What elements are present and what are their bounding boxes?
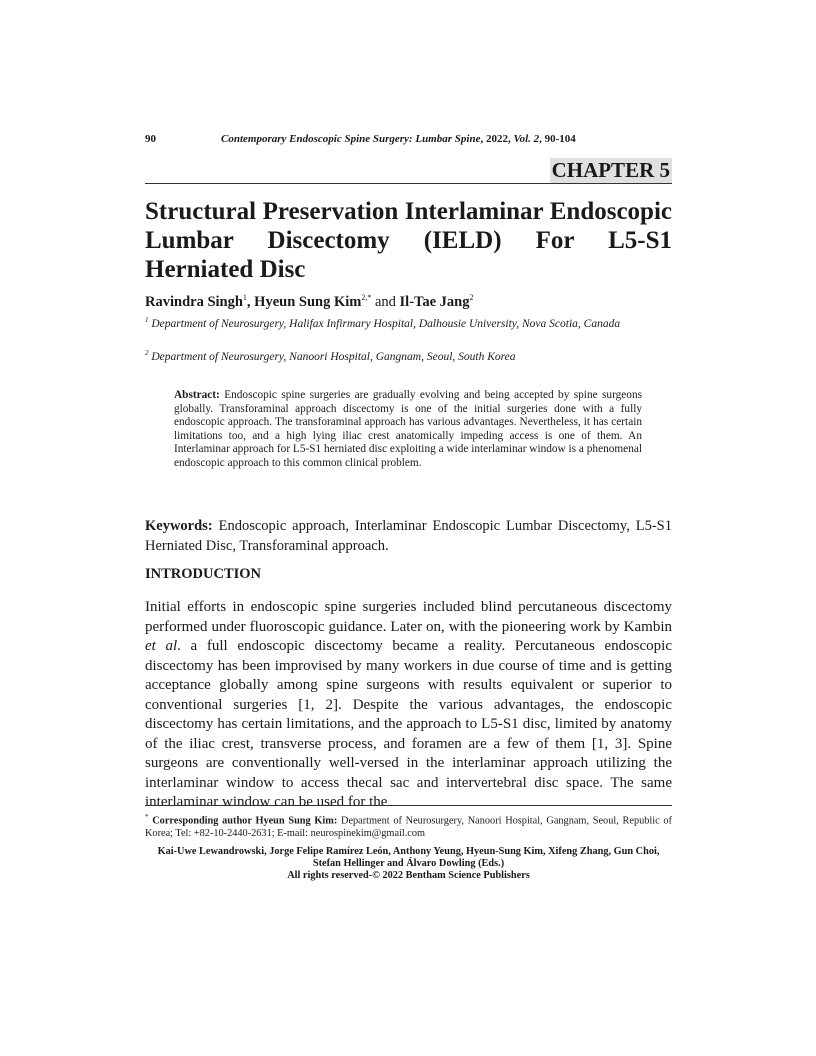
journal-citation [221,133,576,145]
keywords [145,517,676,556]
author-affiliation-mark: 2,* [361,293,372,302]
author-list [145,289,672,311]
footnote [145,811,675,840]
keywords-text: Endoscopic approach, Interlaminar Endoscopic Lumbar Discectomy, L5-S1 Herniated Disc, Transforaminal approach. [145,518,676,554]
body-text-italic: et al [145,638,178,654]
author-name: Il-Tae Jang [399,293,470,310]
page [145,0,676,1056]
author-separator: and [371,293,400,310]
affiliation-text: Department of Neurosurgery, Halifax Infirmary Hospital, Dalhousie University, Nova Scotia, Canada [148,317,621,330]
affiliation-text: Department of Neurosurgery, Nanoori Hospital, Gangnam, Seoul, South Korea [148,350,516,363]
footnote-label: Corresponding author Hyeun Sung Kim: [148,815,338,827]
chapter-label: CHAPTER 5 [551,158,670,182]
affiliation [145,313,672,332]
abstract-text: Endoscopic spine surgeries are gradually evolving and being accepted by spine surgeons globally. Transforaminal approach discectomy is one of the initial surgeries done with a fully endoscopic approach. The transforaminal approach has various advantages. Nevertheless, it has certain limitations too, and a high lying iliac crest anatomically impeding access is one of them. An Interlaminar approach for L5-S1 herniated disc exploiting a wide interlaminar window is a phenomenal endoscopic approach to this common clinical problem. [174,389,645,469]
section-heading: INTRODUCTION [145,566,262,582]
author-name: Ravindra Singh [145,293,243,310]
body-paragraph [145,598,676,813]
page-number: 90 [145,133,156,145]
article-title: Structural Preservation Interlaminar Endoscopic Lumbar Discectomy (IELD) For L5-S1 Herniated Disc [145,198,672,283]
affiliation-mark: 2 [145,349,149,357]
affiliation-mark: 1 [145,316,149,324]
footnote-mark: * [145,813,149,821]
book-editors [145,846,672,882]
author-separator: , [246,293,255,310]
journal-pages: , 90-104 [539,133,576,145]
journal-title: Contemporary Endoscopic Spine Surgery: Lumbar Spine [221,133,481,145]
footnote-text: Department of Neurosurgery, Nanoori Hospital, Gangnam, Seoul, Republic of Korea; Tel: +82-10-2440-2631; E-mail: neurospinekim@gmail.com [145,815,675,839]
author-affiliation-mark: 1 [242,293,247,302]
author-name: Hyeun Sung Kim [254,293,362,310]
footnote-divider [145,805,672,806]
journal-volume: Vol. 2 [513,133,540,145]
copyright-line: All rights reserved-© 2022 Bentham Science Publishers [287,870,530,881]
keywords-label: Keywords: [145,518,213,534]
journal-year: , 2022, [480,133,514,145]
author-affiliation-mark: 2 [469,293,474,302]
chapter-divider [145,183,672,184]
affiliation [145,346,672,365]
abstract-label: Abstract: [174,389,220,401]
editors-names: Kai-Uwe Lewandrowski, Jorge Felipe Ramírez León, Anthony Yeung, Hyeun-Sung Kim, Xifeng Zhang, Gun Choi, Stefan Hellinger and Álvaro Dowling (Eds.) [157,846,660,869]
body-text-part: . a full endoscopic discectomy became a reality. Percutaneous endoscopic discectomy has been improvised by many workers in due course of time and is getting acceptance globally among spine surgeons with results equivalent or superior to conventional surgeries [1, 2]. Despite the various advantages, the endoscopic discectomy has certain limitations, and the approach to L5-S1 disc, limited by anatomy of the iliac crest, transverse process, and foramen are a few of them [1, 3]. Spine surgeons are conventionally well-versed in the interlaminar approach utilizing the interlaminar window to access thecal sac and intervertebral disc space. The same interlaminar window can be used for the [145,638,676,810]
body-text-part: Initial efforts in endoscopic spine surgeries included blind percutaneous discectomy performed under fluoroscopic guidance. Later on, with the pioneering work by Kambin [145,599,676,635]
abstract [174,389,645,471]
